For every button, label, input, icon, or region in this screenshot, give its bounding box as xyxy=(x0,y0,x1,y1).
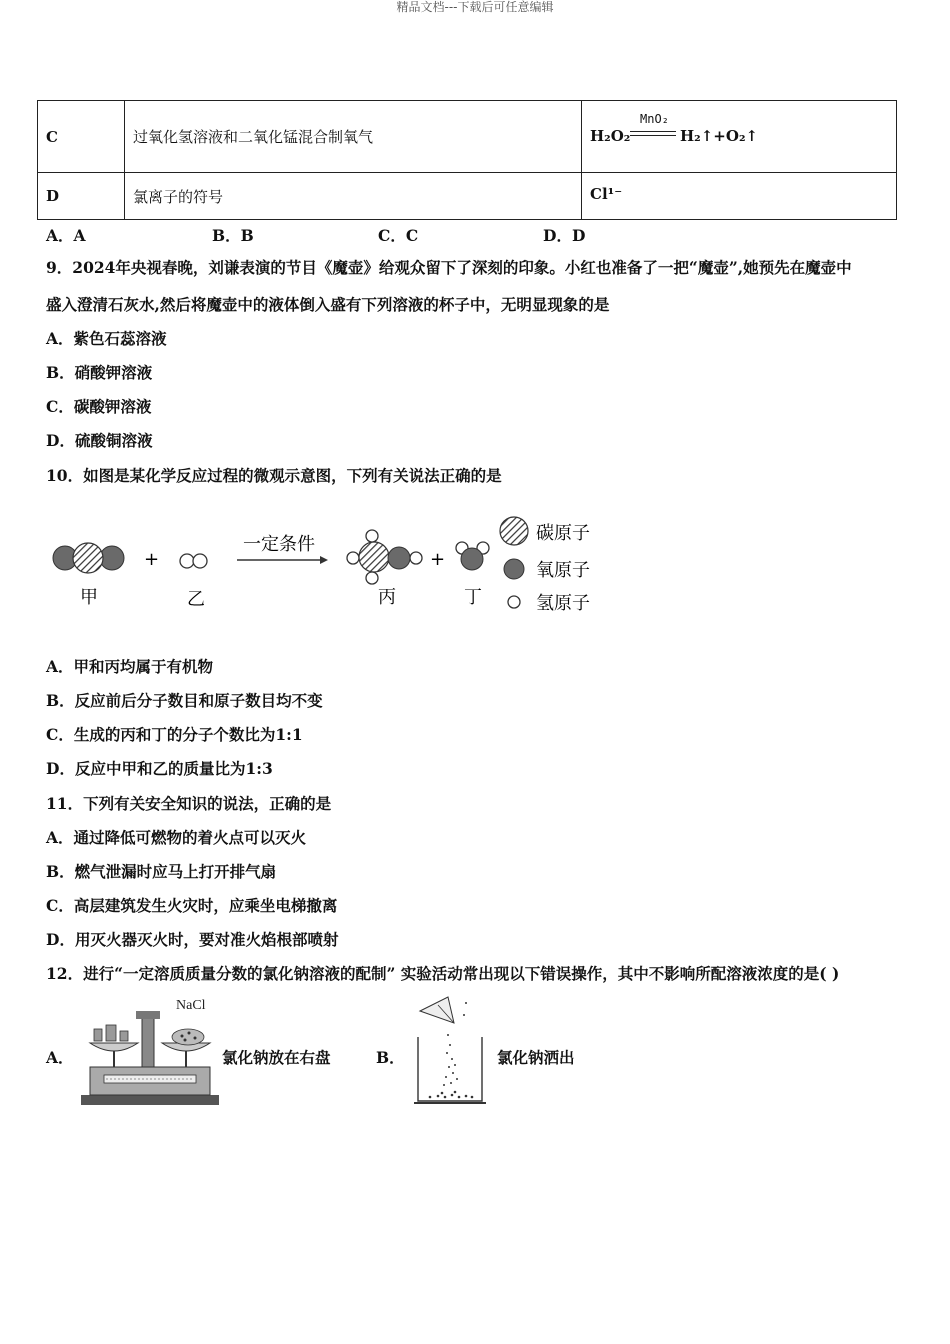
plus-sign-2: + xyxy=(430,549,446,570)
q11-option-d: D．用灭火器灭火时，要对准火焰根部喷射 xyxy=(46,930,339,949)
q11-option-a: A．通过降低可燃物的着火点可以灭火 xyxy=(46,828,307,847)
table-row xyxy=(38,101,897,173)
diagram-legend xyxy=(500,517,590,614)
equals-line-top xyxy=(630,131,676,132)
molecule-ding xyxy=(456,542,489,570)
q10-option-d: D．反应中甲和乙的质量比为1:3 xyxy=(46,759,273,778)
q10-stem: 10．如图是某化学反应过程的微观示意图，下列有关说法正确的是 xyxy=(46,466,502,485)
q11-stem: 11．下列有关安全知识的说法，正确的是 xyxy=(46,794,332,813)
catalyst-label: MnO₂ xyxy=(640,111,669,126)
oxygen-atom-icon xyxy=(504,559,524,579)
molecule-jia xyxy=(53,543,124,573)
row-equation xyxy=(582,101,897,173)
arrow-head-icon xyxy=(320,556,328,564)
legend-carbon: 碳原子 xyxy=(536,523,590,544)
q10-option-b: B．反应前后分子数目和原子数目均不变 xyxy=(46,691,323,710)
carbon-atom-icon xyxy=(500,517,528,545)
q12-option-a-letter: A． xyxy=(46,1048,74,1067)
equals-line-bottom xyxy=(630,135,676,136)
q12-option-a-text: 氯化钠放在右盘 xyxy=(222,1048,331,1067)
equation-rhs: H₂↑+O₂↑ xyxy=(680,126,759,145)
q11-option-b: B．燃气泄漏时应马上打开排气扇 xyxy=(46,862,277,881)
hydrogen-atom-icon xyxy=(508,596,520,608)
reaction-diagram xyxy=(40,505,610,623)
row-desc: 过氧化氢溶液和二氧化锰混合制氧气 xyxy=(125,101,582,173)
molecule-yi xyxy=(180,554,207,568)
label-ding: 丁 xyxy=(464,587,482,608)
row-formula: Cl¹⁻ xyxy=(582,173,897,220)
table-row xyxy=(38,173,897,220)
page-header: 精品文档---下载后可任意编辑 xyxy=(396,0,554,14)
reaction-condition: 一定条件 xyxy=(243,534,315,555)
q9-stem-line1: 9．2024年央视春晚，刘谦表演的节目《魔壶》给观众留下了深刻的印象。小红也准备了一把“魔壶”,她预先在魔壶中 xyxy=(46,258,852,277)
q11-option-c: C．高层建筑发生火灾时，应乘坐电梯撤离 xyxy=(46,896,338,915)
q12-stem: 12．进行“一定溶质质量分数的氯化钠溶液的配制” 实验活动常出现以下错误操作，其中不影响所配溶液浓度的是( ) xyxy=(46,964,840,983)
nacl-label: NaCl xyxy=(176,998,206,1013)
label-yi: 乙 xyxy=(187,589,205,610)
label-bing: 丙 xyxy=(378,587,396,608)
beaker-spill-image xyxy=(408,993,493,1108)
plus-sign-1: + xyxy=(144,549,160,570)
q9-option-c: C．碳酸钾溶液 xyxy=(46,397,152,416)
q8-option-c: C．C xyxy=(378,226,419,245)
answer-table xyxy=(37,100,897,220)
chemical-equation xyxy=(590,111,780,155)
q10-option-c: C．生成的丙和丁的分子个数比为1:1 xyxy=(46,725,303,744)
q9-stem-line2: 盛入澄清石灰水,然后将魔壶中的液体倒入盛有下列溶液的杯子中，无明显现象的是 xyxy=(46,295,610,314)
q9-option-d: D．硫酸铜溶液 xyxy=(46,431,153,450)
q10-option-a: A．甲和丙均属于有机物 xyxy=(46,657,214,676)
row-letter: D xyxy=(38,173,125,220)
q12-option-b-letter: B． xyxy=(376,1048,405,1067)
q8-option-d: D．D xyxy=(543,226,586,245)
row-desc: 氯离子的符号 xyxy=(125,173,582,220)
balance-scale-image xyxy=(76,995,226,1110)
q8-option-b: B．B xyxy=(212,226,254,245)
equation-lhs: H₂O₂ xyxy=(590,126,631,145)
legend-hydrogen: 氢原子 xyxy=(536,593,590,614)
q9-option-a: A．紫色石蕊溶液 xyxy=(46,329,167,348)
q12-option-b-text: 氯化钠洒出 xyxy=(497,1048,575,1067)
molecule-bing xyxy=(347,530,422,584)
label-jia: 甲 xyxy=(80,587,98,608)
q9-option-b: B．硝酸钾溶液 xyxy=(46,363,153,382)
row-letter: C xyxy=(38,101,125,173)
q8-option-a: A．A xyxy=(46,226,86,245)
legend-oxygen: 氧原子 xyxy=(536,560,590,581)
